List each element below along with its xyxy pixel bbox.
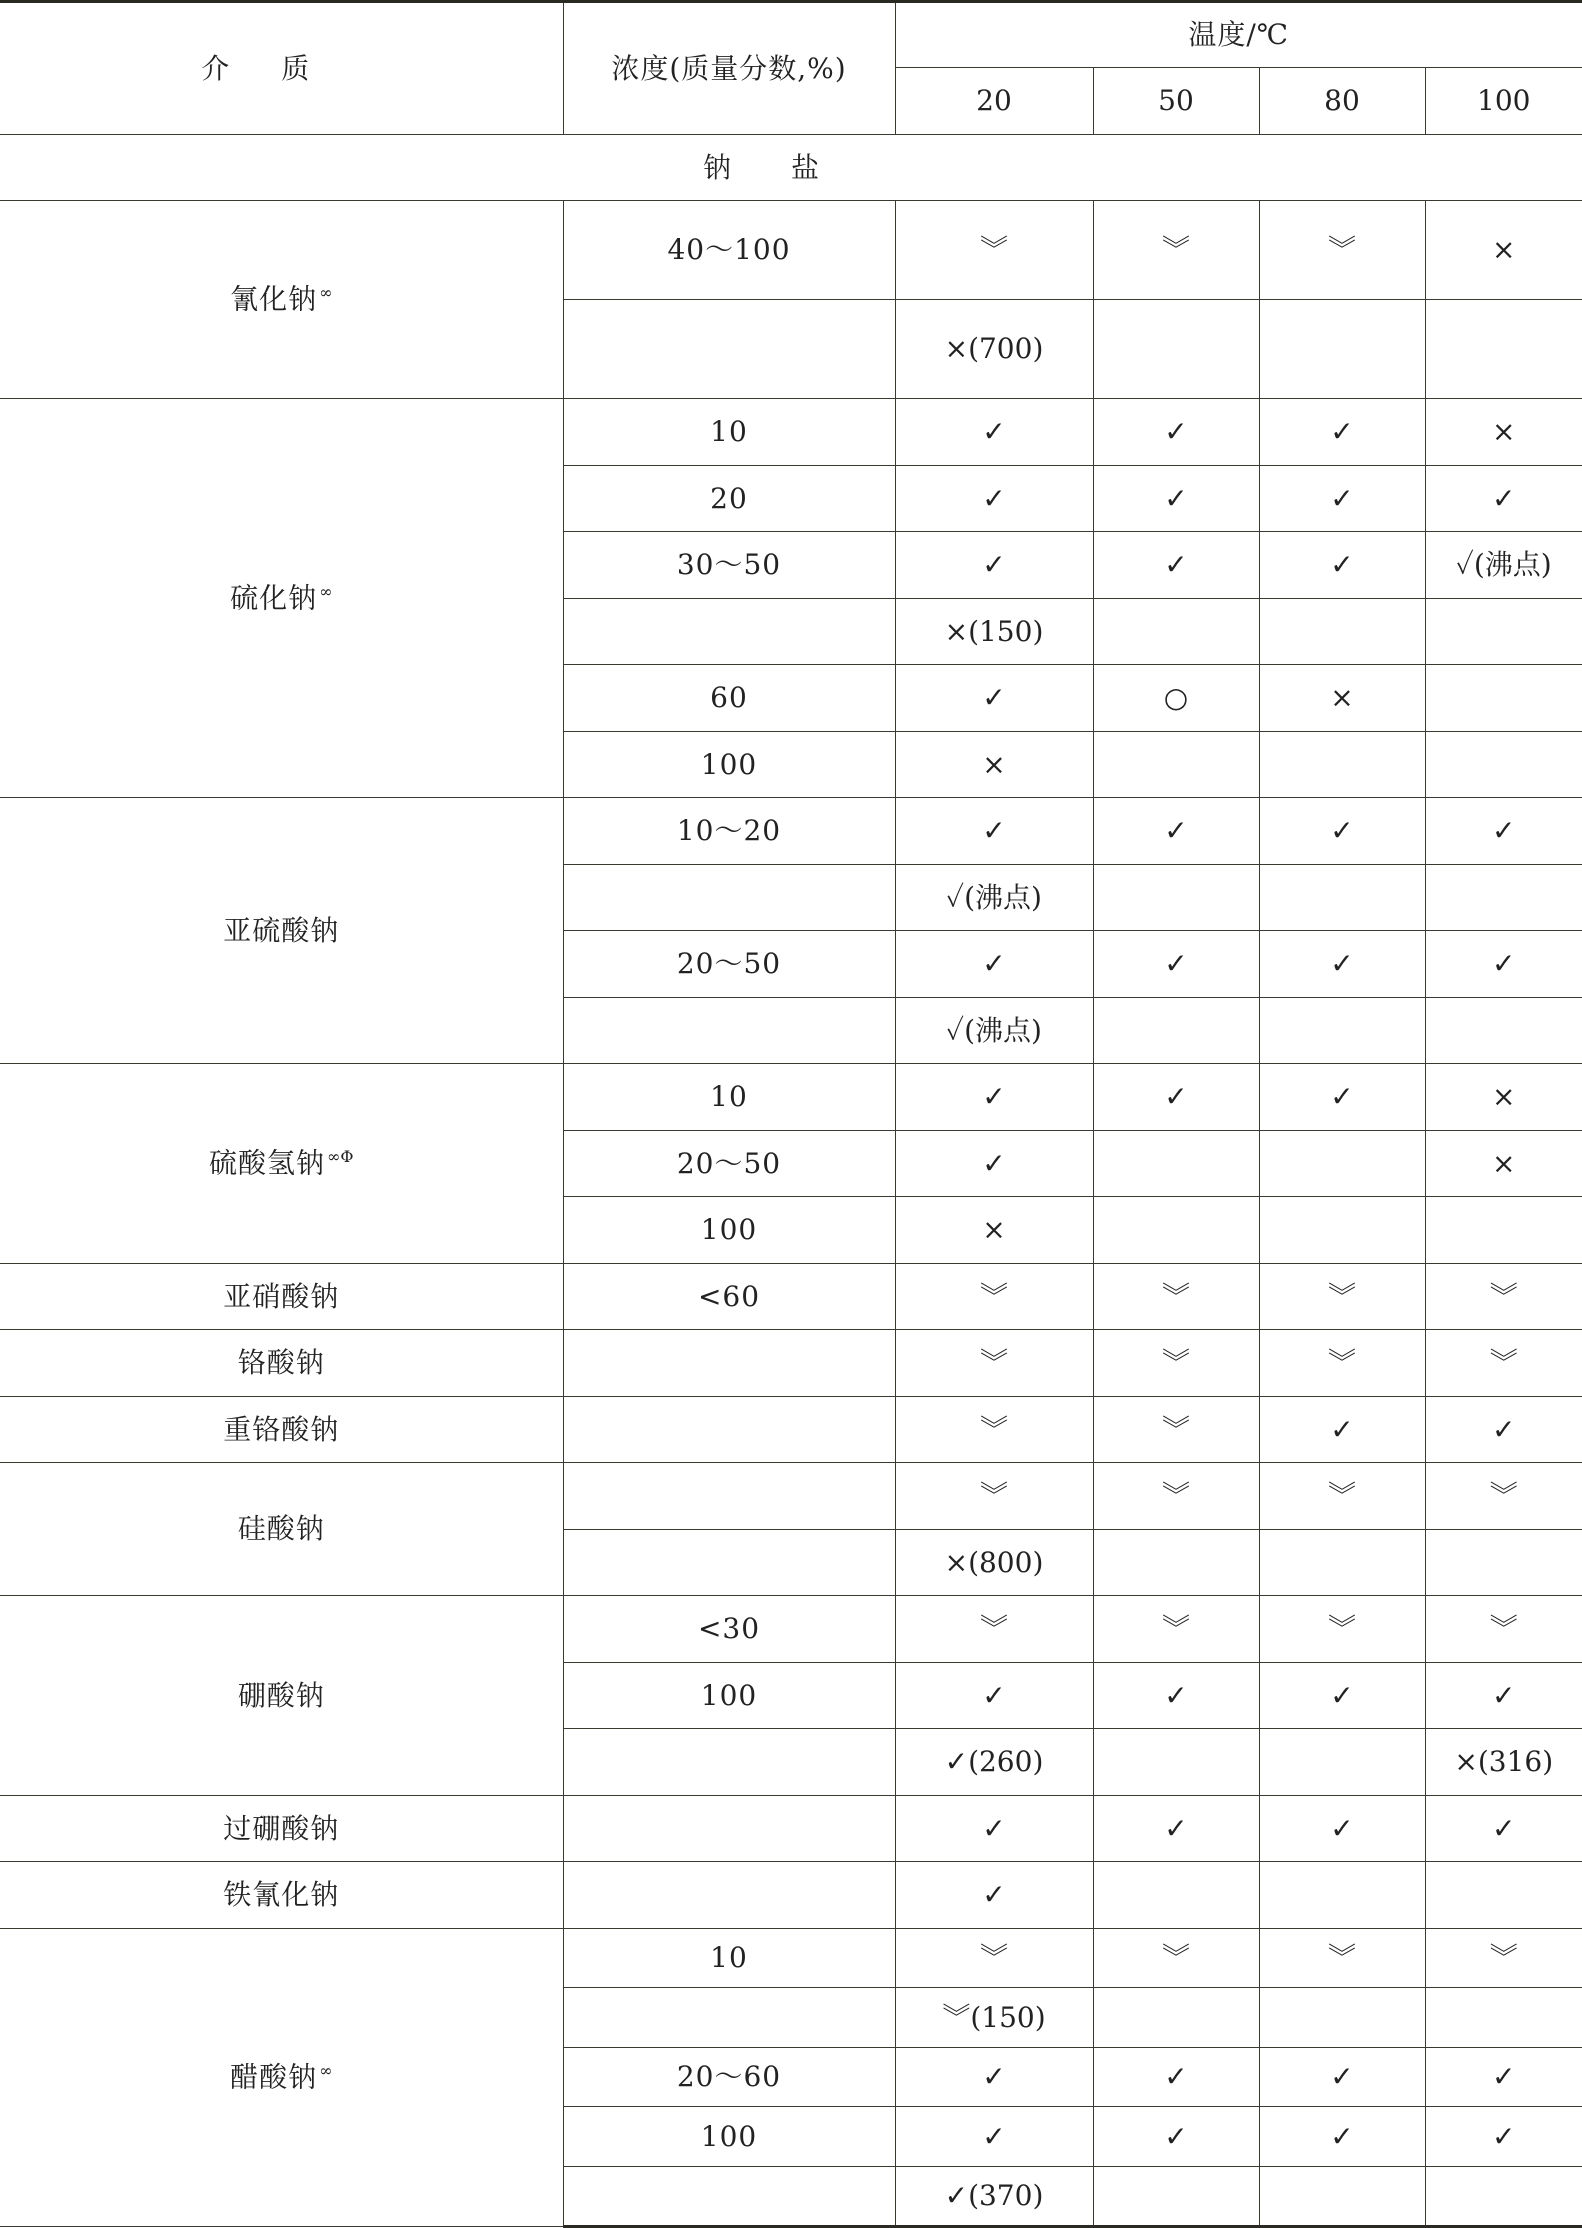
rating-cell-50: ✓ xyxy=(1093,399,1259,466)
rating-cell-100: ︾ xyxy=(1425,1929,1582,1988)
medium-name: 氰化钠 xyxy=(230,282,318,316)
rating-cell-80: ✓ xyxy=(1259,1796,1425,1862)
concentration-cell xyxy=(563,1988,895,2048)
rating-cell-50: ︾ xyxy=(1093,1397,1259,1463)
concentration-cell: 100 xyxy=(563,1197,895,1264)
concentration-cell: 10 xyxy=(563,1929,895,1988)
concentration-cell: <30 xyxy=(563,1596,895,1663)
rating-cell-100: ✓(沸点) xyxy=(1425,532,1582,599)
rating-cell-100 xyxy=(1425,998,1582,1064)
concentration-cell xyxy=(563,2167,895,2227)
rating-cell-80 xyxy=(1259,599,1425,665)
rating-cell-50: ✓ xyxy=(1093,2107,1259,2167)
medium-name: 醋酸钠 xyxy=(230,2060,318,2094)
rating-cell-50 xyxy=(1093,1197,1259,1264)
concentration-cell: 20～60 xyxy=(563,2048,895,2107)
medium-cell xyxy=(0,399,563,798)
rating-cell-100: ✓ xyxy=(1425,1663,1582,1729)
rating-cell-100 xyxy=(1425,732,1582,798)
table-row xyxy=(0,1064,1582,1131)
rating-cell-50: ︾ xyxy=(1093,1463,1259,1530)
rating-cell-100: ︾ xyxy=(1425,1330,1582,1397)
header-temperature: 温度/℃ xyxy=(895,2,1582,68)
medium-cell xyxy=(0,1862,563,1929)
rating-cell-50: ✓ xyxy=(1093,466,1259,532)
rating-cell-100 xyxy=(1425,1988,1582,2048)
header-medium: 介质 xyxy=(0,2,563,135)
rating-cell-20: ✓(沸点) xyxy=(895,865,1093,931)
table-row xyxy=(0,798,1582,865)
rating-cell-80: ✓ xyxy=(1259,1064,1425,1131)
rating-cell-80: ✓ xyxy=(1259,399,1425,466)
table-row xyxy=(0,201,1582,300)
rating-cell-80: ✓ xyxy=(1259,1663,1425,1729)
rating-cell-80: × xyxy=(1259,665,1425,732)
rating-cell-20: ×(700) xyxy=(895,300,1093,399)
rating-cell-20: ︾ xyxy=(895,1330,1093,1397)
rating-cell-100: ✓ xyxy=(1425,2107,1582,2167)
rating-cell-80: ✓ xyxy=(1259,466,1425,532)
section-row xyxy=(0,135,1582,201)
rating-cell-50 xyxy=(1093,1862,1259,1929)
rating-cell-20: ✓ xyxy=(895,931,1093,998)
rating-cell-100: ✓ xyxy=(1425,466,1582,532)
rating-cell-50: ✓ xyxy=(1093,1663,1259,1729)
concentration-cell xyxy=(563,599,895,665)
concentration-cell: 100 xyxy=(563,732,895,798)
concentration-cell: 20～50 xyxy=(563,1131,895,1197)
rating-cell-80 xyxy=(1259,1862,1425,1929)
footnote-mark: ∞Φ xyxy=(327,1147,354,1167)
table-row xyxy=(0,1397,1582,1463)
rating-cell-100: ︾ xyxy=(1425,1596,1582,1663)
rating-cell-50: ︾ xyxy=(1093,1264,1259,1330)
rating-cell-20: ︾ xyxy=(895,1463,1093,1530)
rating-cell-80: ✓ xyxy=(1259,2048,1425,2107)
rating-cell-20: ✓ xyxy=(895,399,1093,466)
medium-name: 硫化钠 xyxy=(230,581,318,615)
concentration-cell: <60 xyxy=(563,1264,895,1330)
rating-cell-80: ︾ xyxy=(1259,1596,1425,1663)
table-row xyxy=(0,1463,1582,1530)
rating-cell-80: ✓ xyxy=(1259,931,1425,998)
rating-cell-100: ✓ xyxy=(1425,1796,1582,1862)
rating-cell-50: ︾ xyxy=(1093,1330,1259,1397)
medium-cell xyxy=(0,1929,563,2227)
concentration-cell xyxy=(563,1397,895,1463)
medium-cell xyxy=(0,1796,563,1862)
table-body xyxy=(0,135,1582,2227)
rating-cell-50 xyxy=(1093,300,1259,399)
footnote-mark: ∞ xyxy=(319,283,333,303)
rating-cell-80 xyxy=(1259,1729,1425,1796)
rating-cell-20: ×(800) xyxy=(895,1530,1093,1596)
rating-cell-50: ︾ xyxy=(1093,201,1259,300)
concentration-cell: 100 xyxy=(563,2107,895,2167)
rating-cell-50 xyxy=(1093,599,1259,665)
table-row xyxy=(0,1264,1582,1330)
header-temp-100: 100 xyxy=(1425,68,1582,135)
rating-cell-100 xyxy=(1425,865,1582,931)
rating-cell-80 xyxy=(1259,300,1425,399)
table-row xyxy=(0,1929,1582,1988)
rating-cell-20: ︾ xyxy=(895,1397,1093,1463)
medium-cell xyxy=(0,1596,563,1796)
rating-cell-100 xyxy=(1425,665,1582,732)
medium-cell xyxy=(0,1463,563,1596)
rating-cell-50: ○ xyxy=(1093,665,1259,732)
rating-cell-50 xyxy=(1093,2167,1259,2227)
rating-cell-50 xyxy=(1093,1988,1259,2048)
table-row xyxy=(0,1330,1582,1397)
rating-cell-100 xyxy=(1425,300,1582,399)
concentration-cell: 10 xyxy=(563,1064,895,1131)
medium-name: 硫酸氢钠 xyxy=(209,1146,326,1180)
rating-cell-20: ︾ xyxy=(895,201,1093,300)
rating-cell-50 xyxy=(1093,1729,1259,1796)
rating-cell-20: ✓ xyxy=(895,2107,1093,2167)
rating-cell-80: ︾ xyxy=(1259,201,1425,300)
medium-cell xyxy=(0,1264,563,1330)
medium-cell xyxy=(0,798,563,1064)
medium-name: 铁氰化钠 xyxy=(223,1878,340,1911)
medium-name: 铬酸钠 xyxy=(237,1346,325,1379)
rating-cell-100 xyxy=(1425,599,1582,665)
rating-cell-50 xyxy=(1093,865,1259,931)
rating-cell-100 xyxy=(1425,1530,1582,1596)
rating-cell-80 xyxy=(1259,865,1425,931)
rating-cell-50 xyxy=(1093,732,1259,798)
table-row xyxy=(0,1796,1582,1862)
concentration-cell xyxy=(563,1463,895,1530)
rating-cell-20: ✓ xyxy=(895,798,1093,865)
medium-cell xyxy=(0,201,563,399)
rating-cell-80: ︾ xyxy=(1259,1264,1425,1330)
rating-cell-20: ✓(沸点) xyxy=(895,998,1093,1064)
footnote-mark: ∞ xyxy=(319,581,333,601)
medium-name: 过硼酸钠 xyxy=(223,1811,340,1845)
rating-cell-80 xyxy=(1259,2167,1425,2227)
rating-cell-80: ︾ xyxy=(1259,1929,1425,1988)
table-row xyxy=(0,1862,1582,1929)
rating-cell-20: ✓ xyxy=(895,1131,1093,1197)
concentration-cell: 10～20 xyxy=(563,798,895,865)
rating-cell-50: ︾ xyxy=(1093,1929,1259,1988)
rating-cell-100: ✓ xyxy=(1425,931,1582,998)
medium-cell xyxy=(0,1330,563,1397)
rating-cell-20: ︾ xyxy=(895,1596,1093,1663)
rating-cell-20: ✓ xyxy=(895,466,1093,532)
rating-cell-20: ✓ xyxy=(895,1796,1093,1862)
rating-cell-100: × xyxy=(1425,1064,1582,1131)
rating-cell-50: ✓ xyxy=(1093,1064,1259,1131)
rating-cell-20: ✓ xyxy=(895,1862,1093,1929)
medium-name: 亚硫酸钠 xyxy=(223,913,340,947)
rating-cell-100: × xyxy=(1425,399,1582,466)
rating-cell-100 xyxy=(1425,1862,1582,1929)
rating-cell-80 xyxy=(1259,998,1425,1064)
rating-cell-20: ︾(150) xyxy=(895,1988,1093,2048)
rating-cell-50: ✓ xyxy=(1093,931,1259,998)
table-row xyxy=(0,399,1582,466)
header-temp-80: 80 xyxy=(1259,68,1425,135)
concentration-cell: 20～50 xyxy=(563,931,895,998)
rating-cell-80: ✓ xyxy=(1259,532,1425,599)
rating-cell-20: ✓ xyxy=(895,665,1093,732)
medium-name: 硅酸钠 xyxy=(237,1512,325,1545)
concentration-cell: 40～100 xyxy=(563,201,895,300)
rating-cell-50: ✓ xyxy=(1093,798,1259,865)
table-row xyxy=(0,1596,1582,1663)
rating-cell-20: ×(150) xyxy=(895,599,1093,665)
rating-cell-100: ✓ xyxy=(1425,2048,1582,2107)
rating-cell-20: × xyxy=(895,1197,1093,1264)
concentration-cell xyxy=(563,1330,895,1397)
rating-cell-100: ︾ xyxy=(1425,1264,1582,1330)
rating-cell-20: ✓ xyxy=(895,1064,1093,1131)
concentration-cell xyxy=(563,865,895,931)
rating-cell-20: ✓(260) xyxy=(895,1729,1093,1796)
rating-cell-100 xyxy=(1425,1197,1582,1264)
rating-cell-50 xyxy=(1093,1530,1259,1596)
concentration-cell xyxy=(563,1862,895,1929)
rating-cell-80 xyxy=(1259,732,1425,798)
rating-cell-20: ✓(370) xyxy=(895,2167,1093,2227)
rating-cell-20: ︾ xyxy=(895,1929,1093,1988)
rating-cell-80: ︾ xyxy=(1259,1330,1425,1397)
rating-cell-100: × xyxy=(1425,1131,1582,1197)
concentration-cell: 60 xyxy=(563,665,895,732)
rating-cell-50 xyxy=(1093,998,1259,1064)
rating-cell-80: ✓ xyxy=(1259,1397,1425,1463)
concentration-cell: 100 xyxy=(563,1663,895,1729)
medium-cell xyxy=(0,1397,563,1463)
medium-name: 重铬酸钠 xyxy=(223,1412,340,1446)
concentration-cell: 20 xyxy=(563,466,895,532)
rating-cell-50 xyxy=(1093,1131,1259,1197)
rating-cell-80: ✓ xyxy=(1259,2107,1425,2167)
rating-cell-20: ✓ xyxy=(895,532,1093,599)
rating-cell-80: ︾ xyxy=(1259,1463,1425,1530)
section-title: 钠盐 xyxy=(0,135,1582,201)
header-row-1 xyxy=(0,2,1582,68)
rating-cell-100: ✓ xyxy=(1425,798,1582,865)
medium-name: 亚硝酸钠 xyxy=(223,1279,340,1313)
rating-cell-20: ✓ xyxy=(895,1663,1093,1729)
rating-cell-20: ✓ xyxy=(895,2048,1093,2107)
rating-cell-100: ✓ xyxy=(1425,1397,1582,1463)
concentration-cell xyxy=(563,1729,895,1796)
header-concentration: 浓度(质量分数,%) xyxy=(563,2,895,135)
medium-cell xyxy=(0,1064,563,1264)
concentration-cell xyxy=(563,1530,895,1596)
rating-cell-50: ✓ xyxy=(1093,1796,1259,1862)
rating-cell-80 xyxy=(1259,1530,1425,1596)
rating-cell-80: ✓ xyxy=(1259,798,1425,865)
concentration-cell xyxy=(563,300,895,399)
concentration-cell: 10 xyxy=(563,399,895,466)
rating-cell-100: × xyxy=(1425,201,1582,300)
rating-cell-20: × xyxy=(895,732,1093,798)
concentration-cell: 30～50 xyxy=(563,532,895,599)
rating-cell-50: ✓ xyxy=(1093,2048,1259,2107)
rating-cell-80 xyxy=(1259,1988,1425,2048)
header-temp-50: 50 xyxy=(1093,68,1259,135)
concentration-cell xyxy=(563,1796,895,1862)
rating-cell-100: ︾ xyxy=(1425,1463,1582,1530)
rating-cell-50: ︾ xyxy=(1093,1596,1259,1663)
rating-cell-20: ︾ xyxy=(895,1264,1093,1330)
rating-cell-80 xyxy=(1259,1197,1425,1264)
footnote-mark: ∞ xyxy=(319,2061,333,2081)
concentration-cell xyxy=(563,998,895,1064)
rating-cell-80 xyxy=(1259,1131,1425,1197)
medium-name: 硼酸钠 xyxy=(237,1678,325,1712)
rating-cell-100: ×(316) xyxy=(1425,1729,1582,1796)
header-temp-20: 20 xyxy=(895,68,1093,135)
rating-cell-100 xyxy=(1425,2167,1582,2227)
rating-cell-50: ✓ xyxy=(1093,532,1259,599)
